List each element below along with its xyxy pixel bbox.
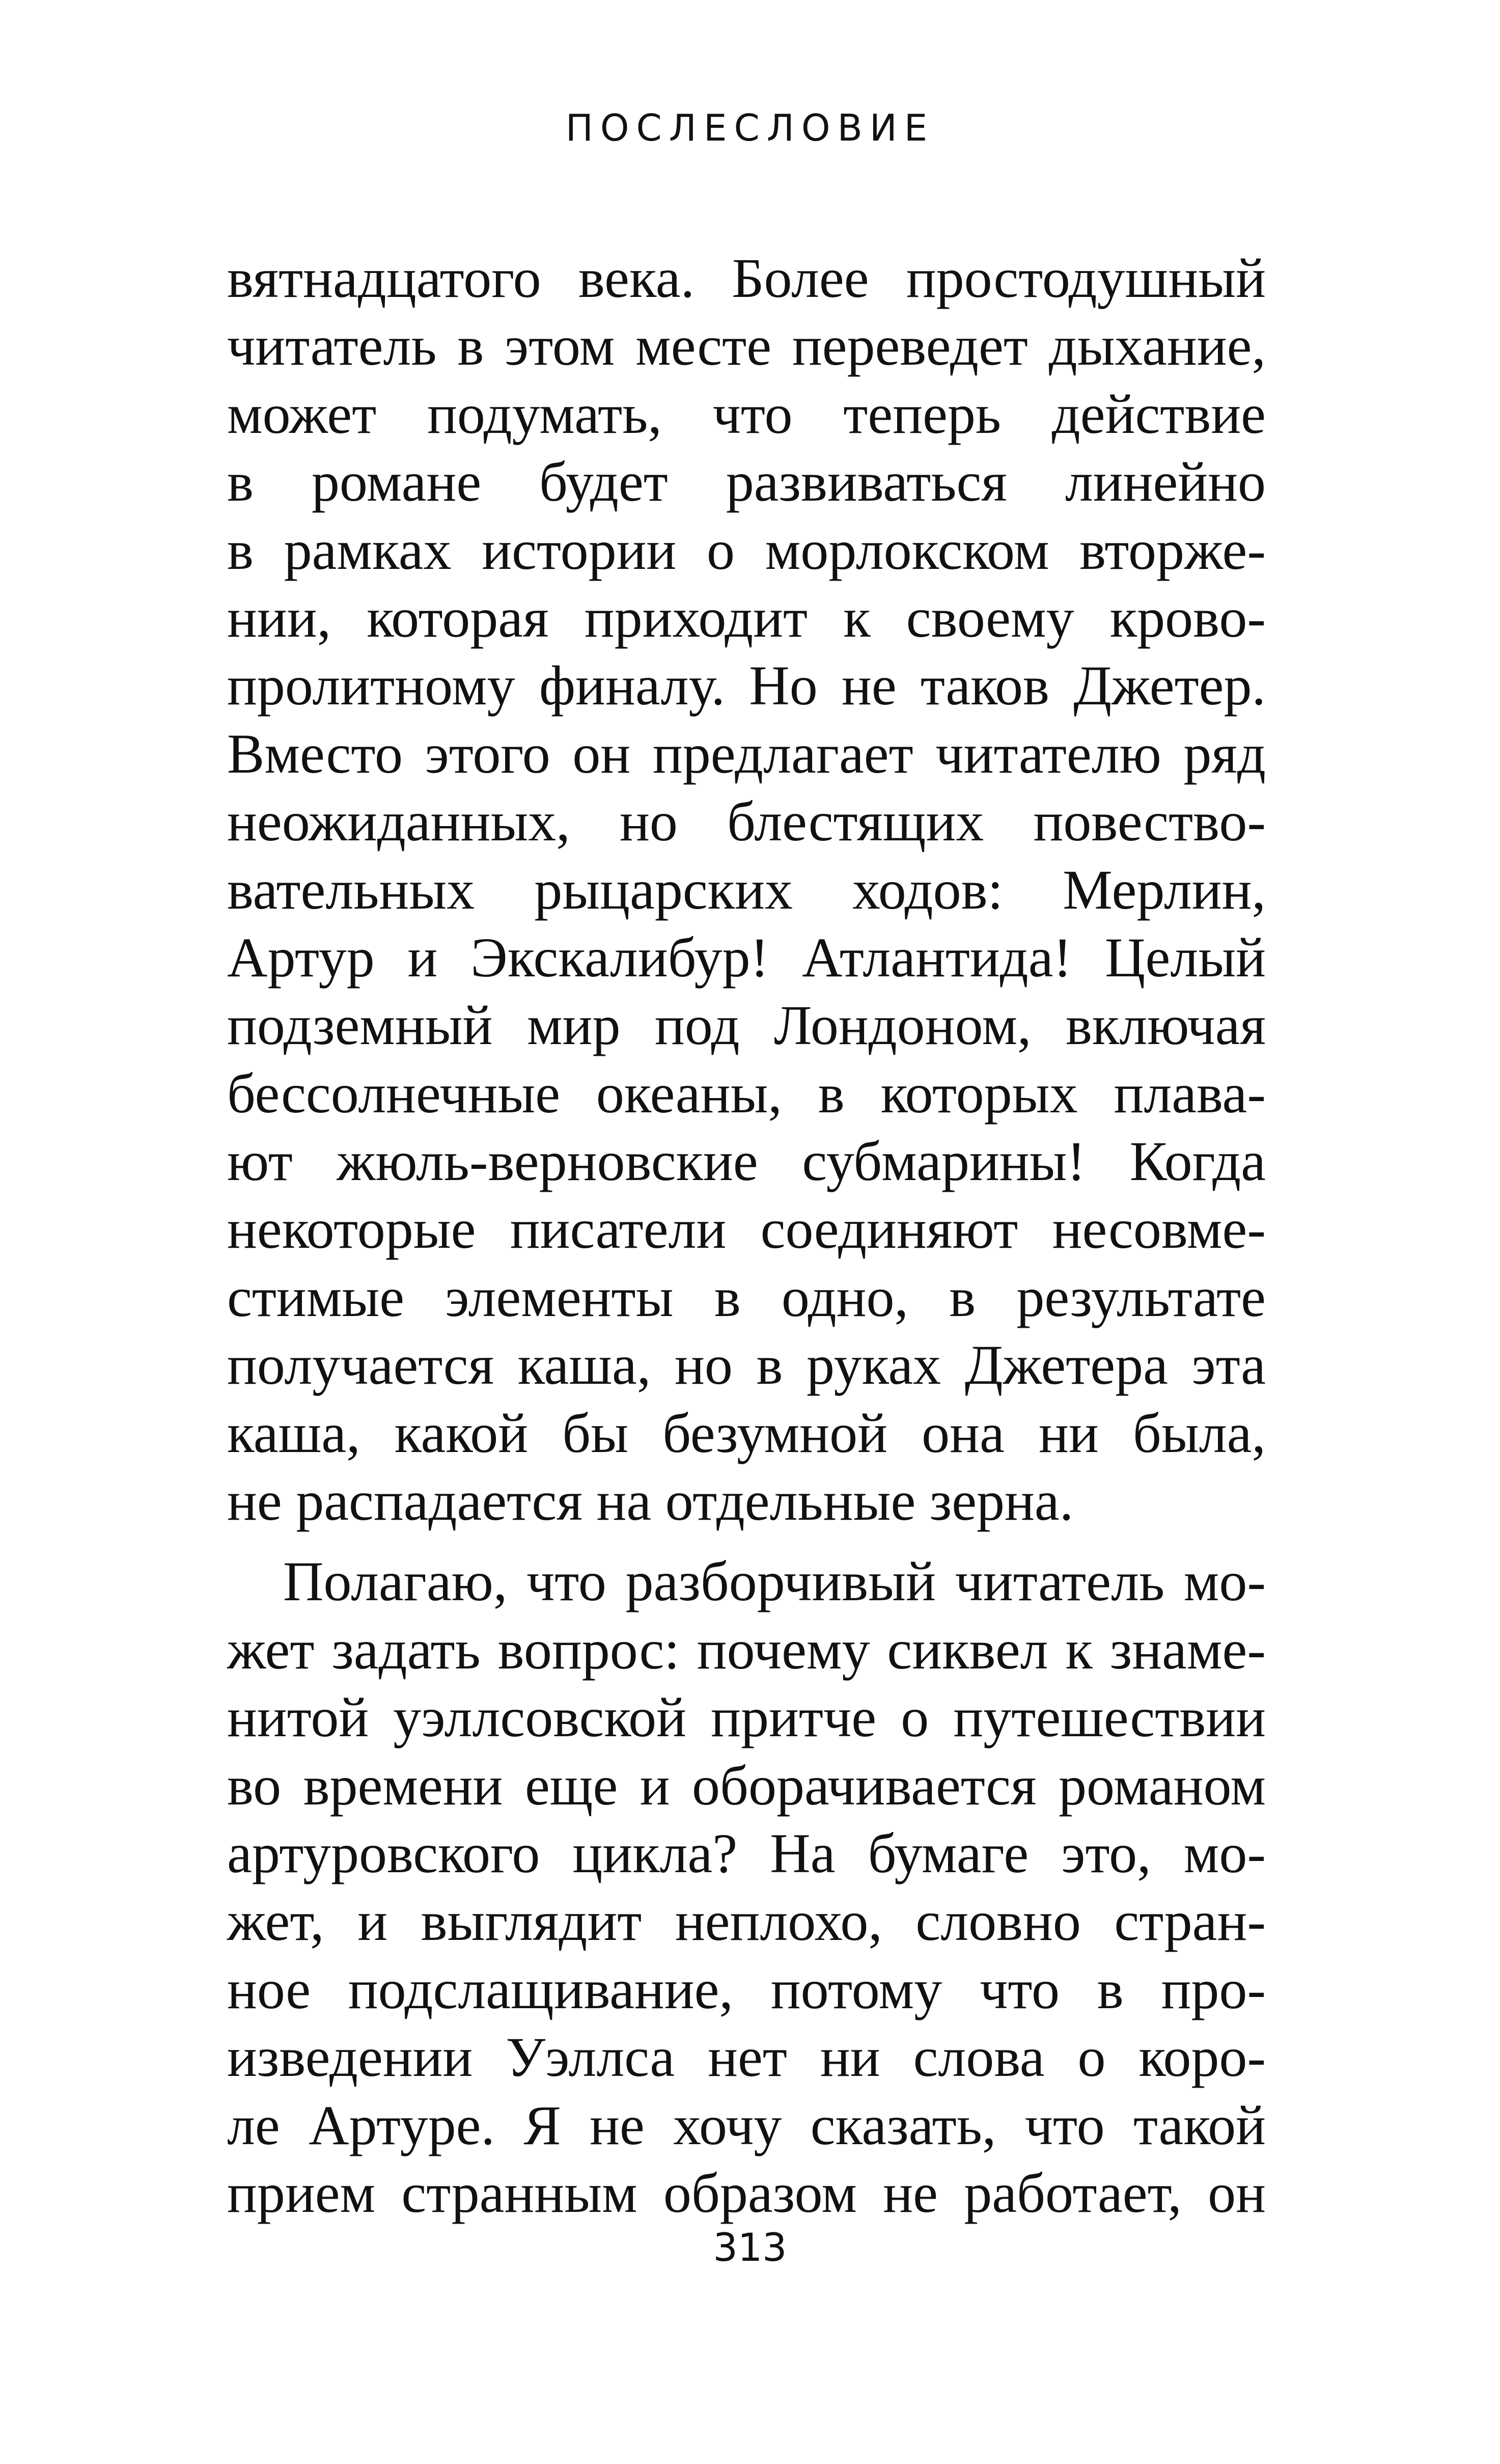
body-text: [227, 244, 1266, 2227]
text-line: вательных рыцарских ходов: Мерлин,: [227, 858, 1266, 921]
text-line: не распадается на отдельные зерна.: [227, 1470, 1074, 1532]
text-line: вятнадцатого века. Более простодушный: [227, 247, 1266, 309]
text-line: Артур и Экскалибур! Атлантида! Целый: [227, 926, 1266, 989]
text-line: в романе будет развиваться линейно: [227, 451, 1266, 513]
text-line: прием странным образом не работает, он: [227, 2161, 1266, 2224]
text-line: Полагаю, что разборчивый читатель мо-: [283, 1550, 1266, 1613]
text-line: некоторые писатели соединяют несовме-: [227, 1198, 1266, 1261]
text-line: стимые элементы в одно, в результате: [227, 1266, 1266, 1328]
text-line: каша, какой бы безумной она ни была,: [227, 1402, 1266, 1464]
text-line: жет, и выглядит неплохо, словно стран-: [227, 1890, 1266, 1953]
paragraph-gap: [227, 1535, 1266, 1548]
text-line: в рамках истории о морлокском вторже-: [227, 518, 1266, 581]
text-line: ле Артуре. Я не хочу сказать, что такой: [227, 2094, 1266, 2156]
text-line: жет задать вопрос: почему сиквел к знаме-: [227, 1618, 1266, 1681]
text-line: нии, которая приходит к своему крово-: [227, 586, 1266, 649]
text-line: ное подслащивание, потому что в про-: [227, 1958, 1266, 2020]
running-head: ПОСЛЕСЛОВИЕ: [565, 106, 935, 149]
text-line: Вместо этого он предлагает читателю ряд: [227, 722, 1266, 785]
text-line: может подумать, что теперь действие: [227, 382, 1266, 445]
text-line: неожиданных, но блестящих повество-: [227, 790, 1266, 853]
text-line: изведении Уэллса нет ни слова о коро-: [227, 2026, 1266, 2089]
text-line: во времени еще и оборачивается романом: [227, 1754, 1266, 1817]
text-line: подземный мир под Лондоном, включая: [227, 994, 1266, 1057]
text-line: читатель в этом месте переведет дыхание,: [227, 315, 1266, 377]
text-line: артуровского цикла? На бумаге это, мо-: [227, 1822, 1266, 1884]
paragraph-2: [227, 1548, 1266, 2227]
text-line: ют жюль-верновские субмарины! Когда: [227, 1130, 1266, 1193]
text-line: нитой уэллсовской притче о путешествии: [227, 1686, 1266, 1749]
text-line: пролитному финалу. Но не таков Джетер.: [227, 654, 1266, 717]
paragraph-1: [227, 244, 1266, 1535]
text-line: бессолнечные океаны, в которых плава-: [227, 1062, 1266, 1125]
text-line: получается каша, но в руках Джетера эта: [227, 1334, 1266, 1397]
page-number: 313: [713, 2225, 787, 2270]
